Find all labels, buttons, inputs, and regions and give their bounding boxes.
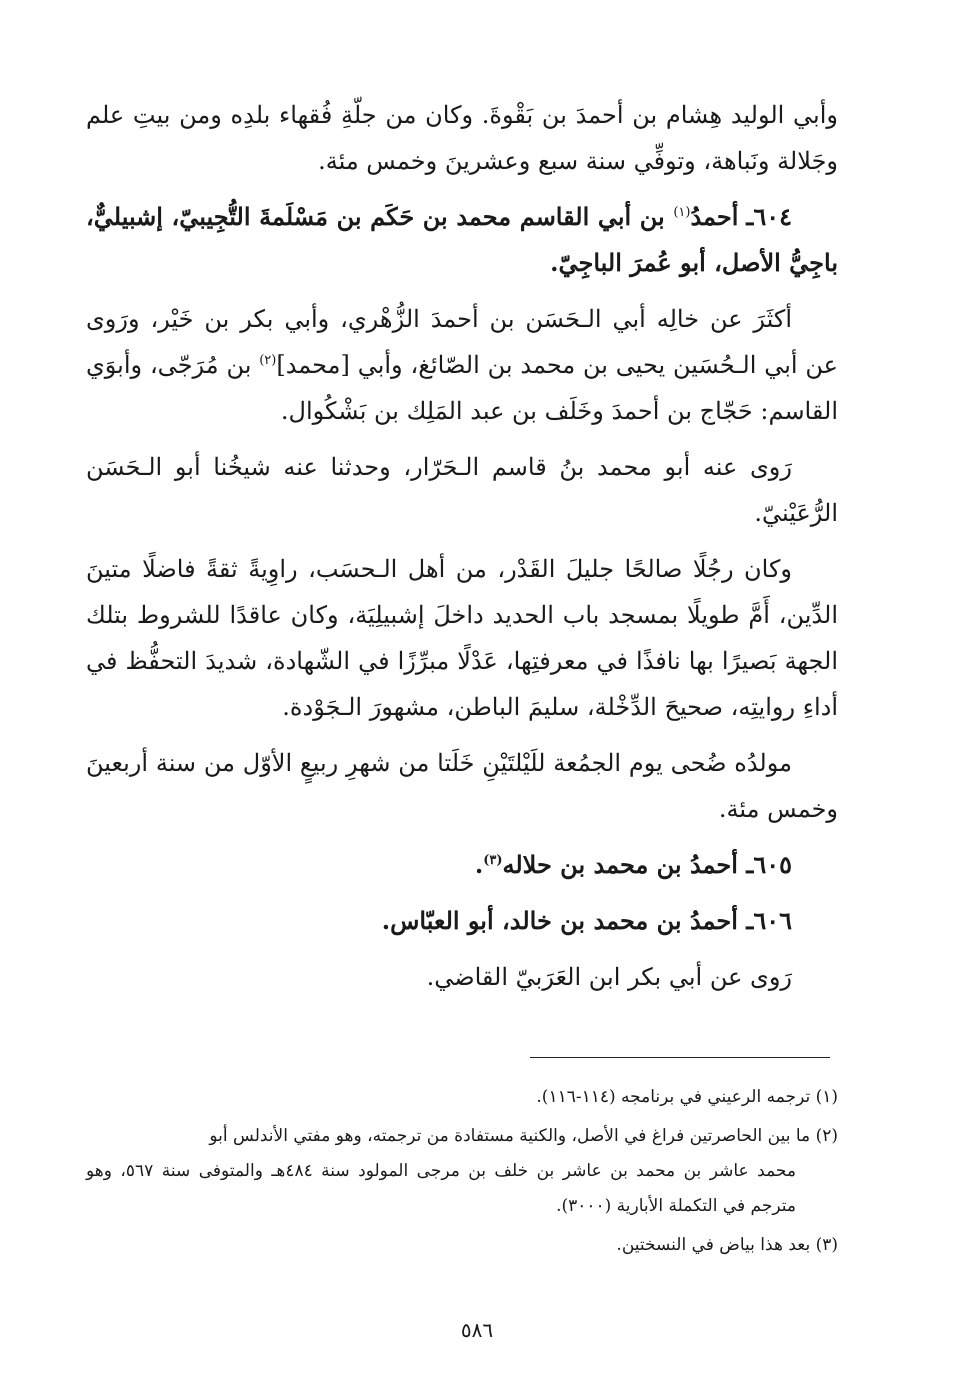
- footnote-2-continuation: محمد عاشر بن محمد بن عاشر بن خلف بن مرجى المولود سنة ٤٨٤هـ والمتوفى سنة ٥٦٧، وهو مترجم في التكملة الأبارية (٣٠٠٠).: [86, 1161, 796, 1216]
- page-number: ٥٨٦: [460, 1318, 494, 1342]
- entry-606-name: أحمدُ بن محمد بن خالد، أبو العبّاس.: [381, 906, 738, 935]
- paragraph-teachers-part-a: أكثَرَ عن خالِه أبي الـحَسَن بن أحمدَ الزُّهْري، وأبي بكر بن خَيْر، ورَوى عن أبي الـحُسَين يحيى بن محمد بن الصّائغ، وأبي [محمد]: [86, 305, 838, 379]
- entry-605-end: .: [474, 850, 484, 879]
- main-text: [86, 92, 838, 1010]
- footnote-2: [86, 1119, 838, 1224]
- footnote-ref-1[interactable]: (١): [673, 205, 691, 220]
- entry-604-heading: [86, 194, 838, 286]
- entry-604-number: ٦٠٤ـ: [746, 202, 792, 231]
- paragraph-teachers-part-b: بن مُرَجّى، وأبوَي القاسم: حَجّاج بن أحمدَ وخَلَف بن عبد المَلِك بن بَشْكُوال.: [86, 351, 838, 425]
- entry-605-heading: [86, 842, 838, 888]
- footnote-ref-2[interactable]: (٢): [259, 353, 277, 368]
- footnote-2-first-line: (٢) ما بين الحاصرتين فراغ في الأصل، والكنية مستفادة من ترجمته، وهو مفتي الأندلس أبو: [209, 1126, 838, 1146]
- entry-605-number: ٦٠٥ـ: [746, 850, 792, 879]
- entry-605-name: أحمدُ بن محمد بن حلاله: [502, 850, 738, 879]
- paragraph-teachers: [86, 296, 838, 434]
- paragraph-continuation: وأبي الوليد هِشام بن أحمدَ بن بَقْوةَ. وكان من جلّةِ فُقهاء بلدِه ومن بيتِ علم وجَلالة ونَباهة، وتوفِّي سنة سبع وعشرينَ وخمس مئة.: [86, 101, 838, 175]
- entry-604-name: أحمدُ: [690, 202, 739, 231]
- paragraph-character: وكان رجُلًا صالحًا جليلَ القَدْر، من أهل الـحسَب، راوِيةً ثقةً فاضلًا متينَ الدِّين، أَمَّ طويلًا بمسجد باب الحديد داخلَ إشبيلِيَة، وكان عاقدًا للشروط بتلك الجهة بَصيرًا بها نافذًا في معرفتِها، عَدْلًا مبرِّزًا في الشّهادة، شديدَ التحفُّظ في أداءِ روايتِه، صحيحَ الدِّخْلة، سليمَ الباطن، مشهورَ الـجَوْدة.: [86, 555, 838, 721]
- footnotes: [86, 1080, 838, 1267]
- entry-606-number: ٦٠٦ـ: [746, 906, 792, 935]
- entry-604-lineage: بن أبي القاسم محمد بن حَكَم بن مَسْلَمةَ التُّجِيبيّ، إشبيليٌّ، باجِيُّ الأصل، أبو عُمرَ الباجِيّ.: [86, 202, 838, 277]
- paragraph-students: رَوى عنه أبو محمد بنُ قاسم الـحَرّار، وحدثنا عنه شيخُنا أبو الـحَسَن الرُّعَيْنيّ.: [86, 453, 838, 527]
- entry-606-heading: [86, 898, 838, 944]
- paragraph-birth: مولدُه ضُحى يوم الجمُعة للَيْلتَيْنِ خَلَتا من شهرِ ربيعٍ الأوّل من سنة أربعينَ وخمس مئة.: [86, 749, 838, 823]
- footnote-separator: [530, 1057, 830, 1058]
- footnote-3: (٣) بعد هذا بياض في النسختين.: [616, 1235, 838, 1255]
- footnote-1: (١) ترجمه الرعيني في برنامجه (١١٤-١١٦).: [536, 1087, 838, 1107]
- paragraph-606-narration: رَوى عن أبي بكر ابن العَرَبيّ القاضي.: [426, 963, 792, 991]
- footnote-ref-3[interactable]: (٣): [483, 853, 503, 868]
